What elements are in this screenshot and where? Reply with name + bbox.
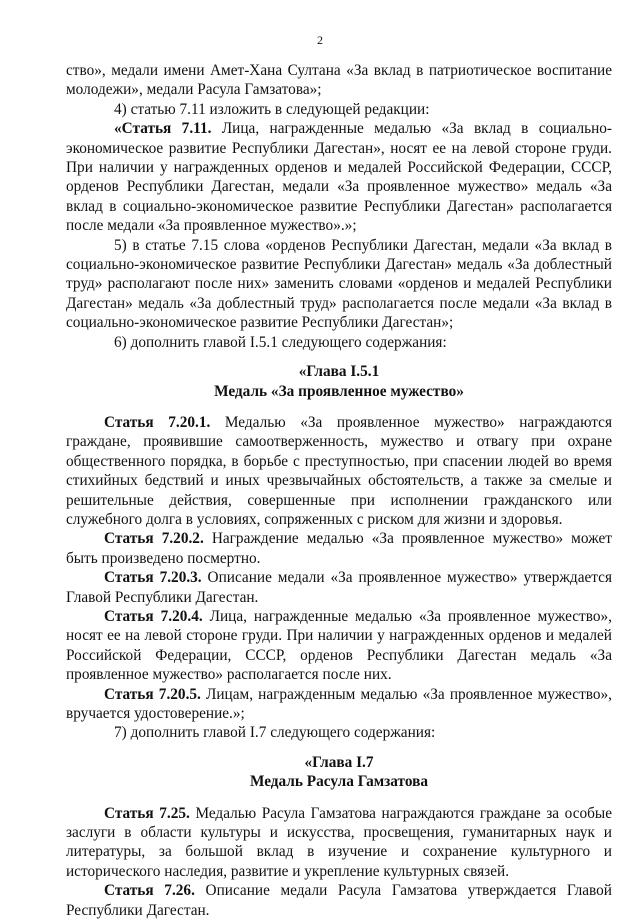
document-body [66, 61, 612, 920]
article-7-20-2 [66, 529, 612, 568]
article-text: Описание медали «За проявленное мужество» утверждается Главой Республики Дагестан. [66, 569, 612, 606]
article-number: Статья 7.20.2. [104, 530, 204, 548]
chapter-heading-line2: Медаль Расула Гамзатова [249, 773, 429, 791]
article-7-20-1 [66, 413, 612, 529]
article-text: Лица, награжденные медалью «За проявленное мужество», носят ее на левой стороне груди. При наличии у награжденных орденов и медалей Российской Федерации, СССР, орденов Республики Дагестан медаль «За проявленное мужество» располагается после них. [66, 607, 612, 684]
chapter-heading-line1: «Глава I.5.1 [298, 363, 380, 381]
paragraph-item-5: 5) в статье 7.15 слова «орденов Республики Дагестан, медали «За вклад в социально-экономическое развитие Республики Дагестан» медаль «За доблестный труд» располагают после них» заменить словами «орденов и медалей Республики Дагестан» медаль «За доблестный труд» располагается после медали «За вклад в социально-экономическое развитие Республики Дагестан»; [66, 236, 612, 332]
paragraph-item-7: 7) дополнить главой I.7 следующего содержания: [114, 724, 436, 742]
article-number: Статья 7.20.1. [104, 413, 211, 431]
paragraph-article-7-11 [66, 119, 612, 235]
article-text: Лицам, награжденным медалью «За проявленное мужество», вручается удостоверение.»; [66, 685, 612, 722]
article-7-20-3 [66, 568, 612, 607]
article-number: Статья 7.26. [104, 882, 195, 900]
chapter-heading-line2: Медаль «За проявленное мужество» [214, 382, 464, 400]
article-text: Медалью Расула Гамзатова награждаются граждане за особые заслуги в области культуры и искусства, просвещения, гуманитарных наук и литературы, за большой вклад в изучение и сохранение культурного и исторического наследия, развитие и укрепление культурных связей. [66, 804, 612, 880]
article-number: Статья 7.20.3. [104, 569, 202, 587]
article-text: Лица, награжденные медалью «За вклад в социально-экономическое развитие Республики Дагестан», носят ее на левой стороне груди. При наличии у награжденных орденов и медалей Российской Федерации, СССР, орденов Республики Дагестан, медали «За проявленное мужество» медаль «За вклад в социально-экономическое развитие Республики Дагестан» располагается после медали «За проявленное мужество».»; [66, 120, 612, 235]
article-7-20-5 [66, 685, 612, 724]
article-7-20-4 [66, 607, 612, 685]
article-7-26 [66, 881, 612, 920]
article-number: Статья 7.20.4. [104, 607, 203, 625]
article-number: Статья 7.20.5. [104, 685, 201, 703]
article-text: Описание медали Расула Гамзатова утверждается Главой Республики Дагестан. [66, 882, 612, 919]
paragraph-continuation: ство», медали имени Амет-Хана Султана «За вклад в патриотическое воспитание молодежи», медали Расула Гамзатова»; [66, 62, 612, 99]
paragraph-item-6: 6) дополнить главой I.5.1 следующего содержания: [114, 333, 447, 351]
article-text: Медалью «За проявленное мужество» награждаются граждане, проявившие самоотверженность, мужество и отвагу при охране общественного порядка, в борьбе с преступностью, при спасении людей во время стихийных бедствий и иных чрезвычайных обстоятельств, а также за смелые и решительные действия, совершенные при исполнении гражданского или служебного долга в условиях, сопряженных с риском для жизни и здоровья. [66, 413, 612, 528]
page-number: 2 [317, 33, 323, 47]
article-text: Награждение медалью «За проявленное мужество» может быть произведено посмертно. [66, 530, 612, 567]
chapter-heading-line1: «Глава I.7 [304, 753, 374, 771]
article-number: Статья 7.25. [104, 804, 190, 822]
article-7-25 [66, 804, 612, 882]
paragraph-item-4: 4) статью 7.11 изложить в следующей редакции: [114, 100, 430, 118]
article-number: «Статья 7.11. [114, 120, 212, 138]
